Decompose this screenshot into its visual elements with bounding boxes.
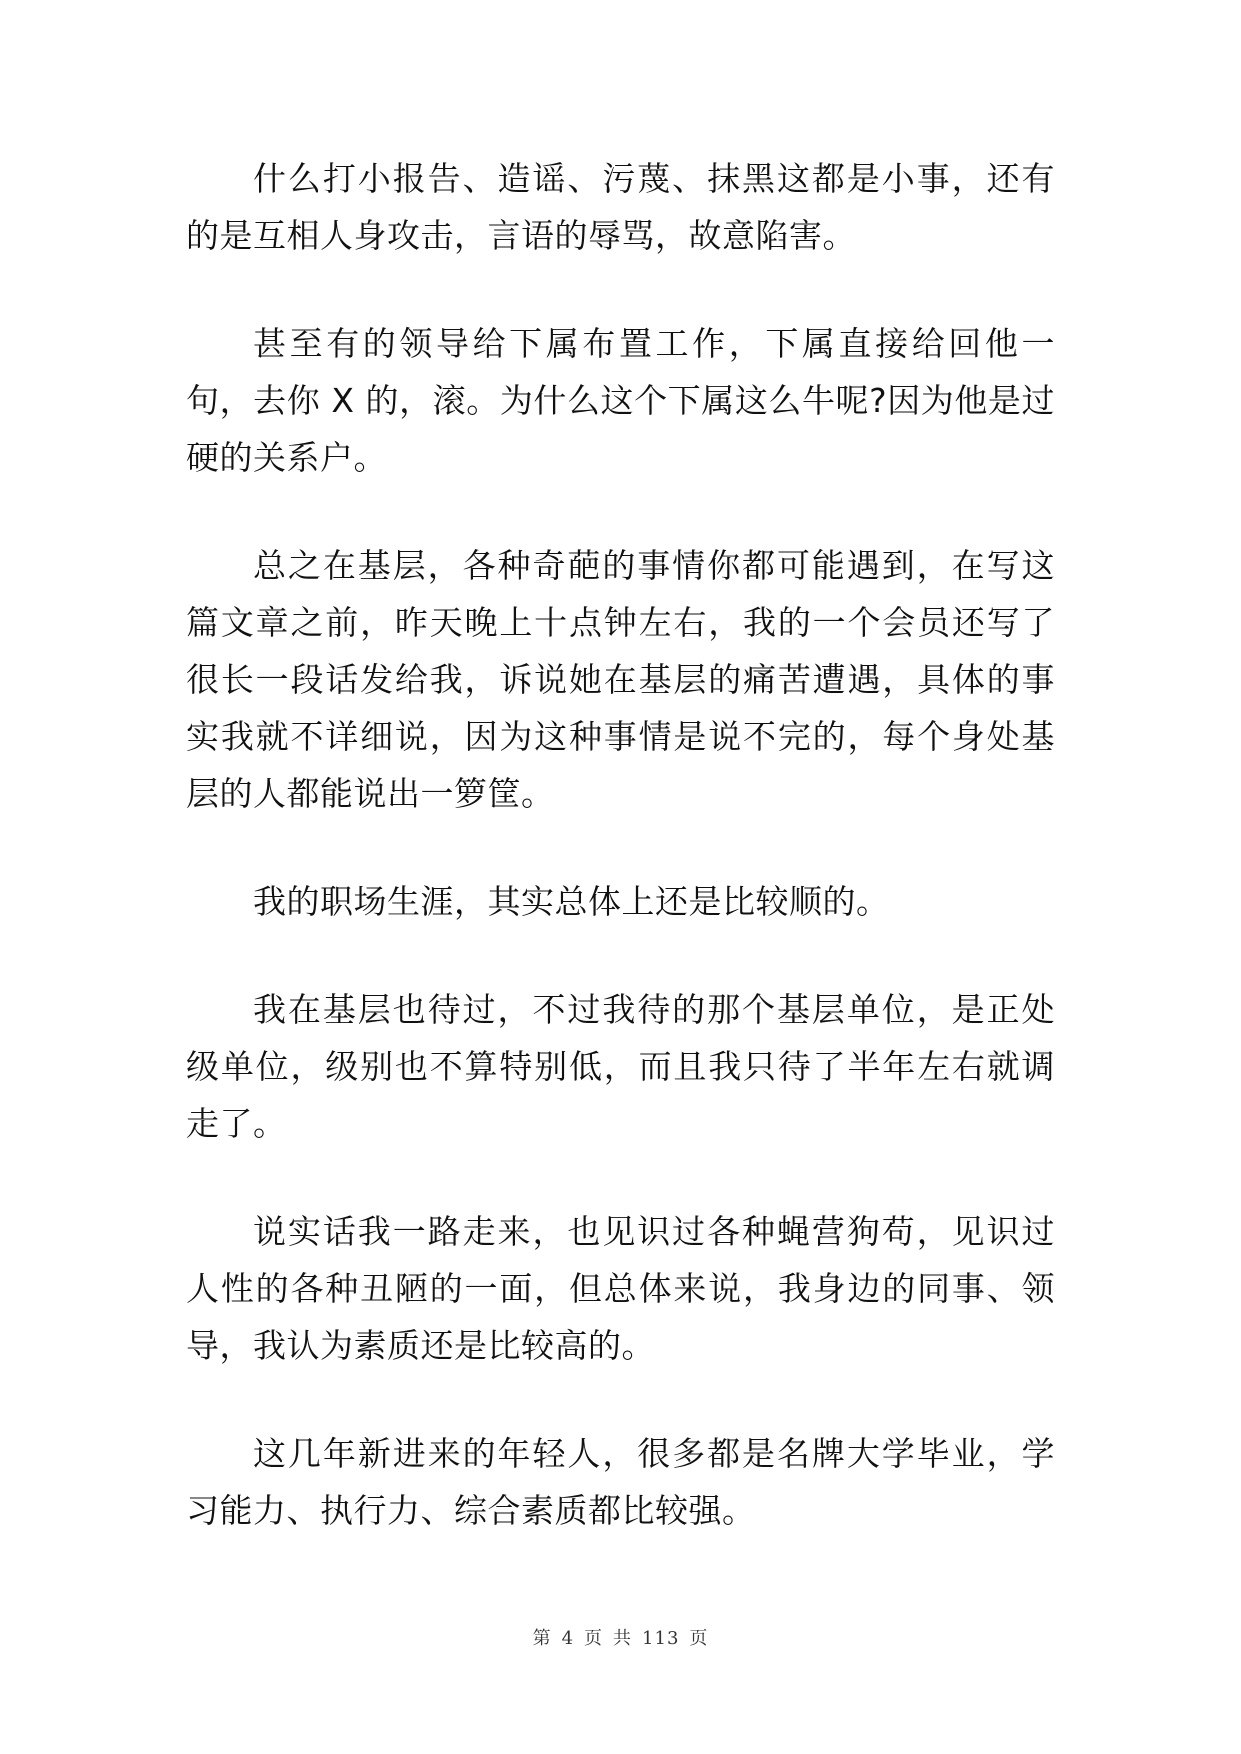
paragraph: 甚至有的领导给下属布置工作，下属直接给回他一句，去你 X 的，滚。为什么这个下属这么牛呢?因为他是过硬的关系户。 [186,324,1055,477]
total-page-count: 113 [642,1628,680,1649]
paragraph: 总之在基层，各种奇葩的事情你都可能遇到，在写这篇文章之前，昨天晚上十点钟左右，我的一个会员还写了很长一段话发给我，诉说她在基层的痛苦遭遇，具体的事实我就不详细说，因为这种事情是说不完的，每个身处基层的人都能说出一箩筐。 [186,546,1055,813]
current-page-number: 4 [561,1628,575,1649]
paragraph: 说实话我一路走来，也见识过各种蝇营狗苟，见识过人性的各种丑陋的一面，但总体来说，我身边的同事、领导，我认为素质还是比较高的。 [186,1212,1055,1365]
page-label-unit: 页 [584,1628,604,1649]
paragraph: 我的职场生涯，其实总体上还是比较顺的。 [253,882,890,921]
total-label: 共 [613,1628,633,1649]
page-number-footer [0,1624,1241,1650]
page-label-prefix: 第 [532,1628,552,1649]
paragraph: 什么打小报告、造谣、污蔑、抹黑这都是小事，还有的是互相人身攻击，言语的辱骂，故意陷害。 [186,159,1055,255]
total-label-unit: 页 [689,1628,709,1649]
document-body [186,150,1055,1590]
paragraph: 我在基层也待过，不过我待的那个基层单位，是正处级单位，级别也不算特别低，而且我只待了半年左右就调走了。 [186,990,1055,1143]
paragraph: 这几年新进来的年轻人，很多都是名牌大学毕业，学习能力、执行力、综合素质都比较强。 [186,1434,1055,1530]
